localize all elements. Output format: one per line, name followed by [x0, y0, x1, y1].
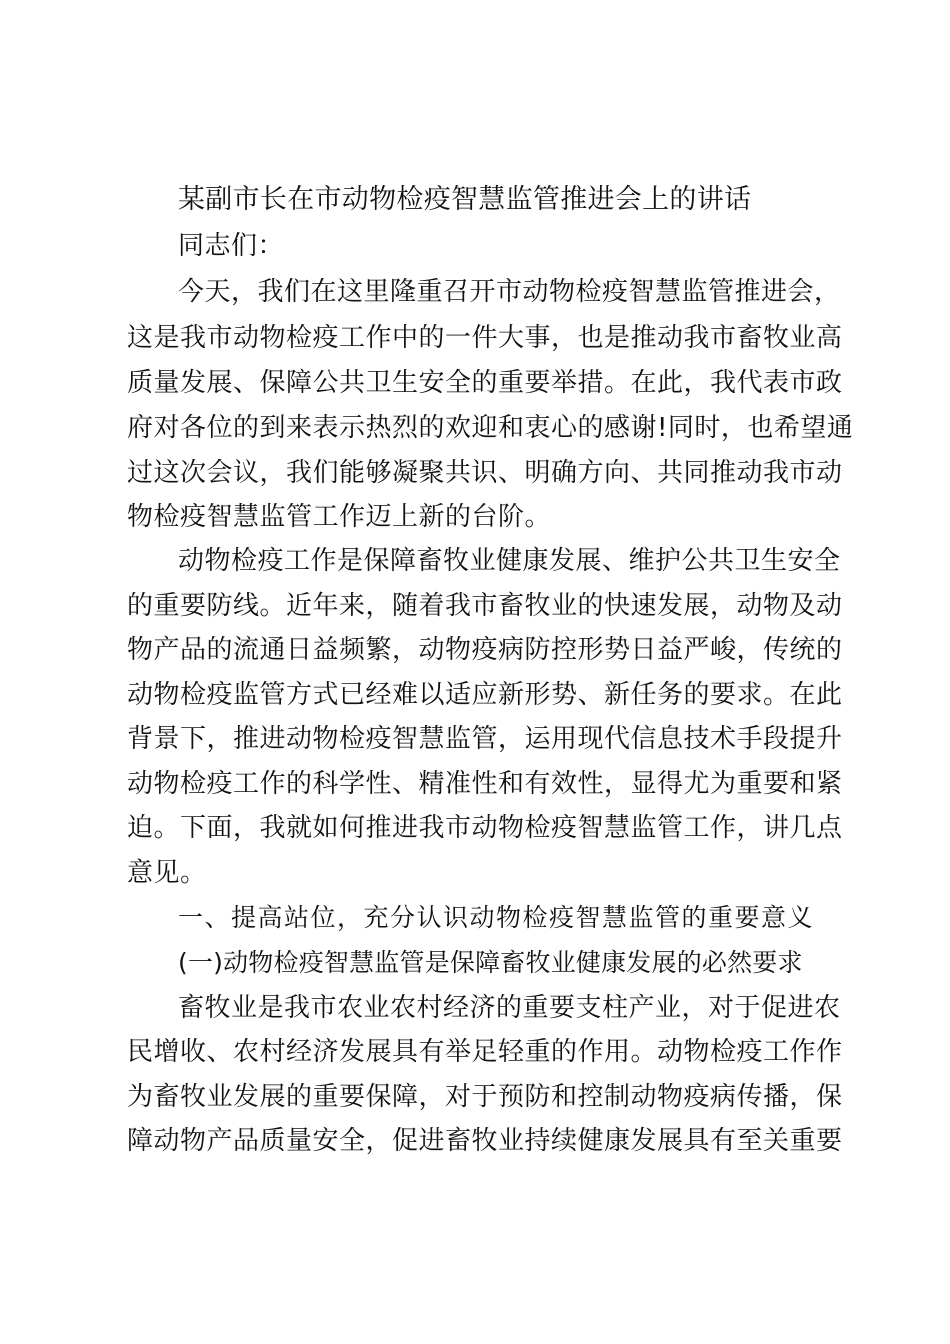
paragraph-line: 府对各位的到来表示热烈的欢迎和衷心的感谢!同时，也希望通 — [127, 413, 854, 443]
paragraph-line: 畜牧业是我市农业农村经济的重要支柱产业，对于促进农 — [178, 993, 841, 1023]
section-heading: 一、提高站位，充分认识动物检疫智慧监管的重要意义 — [178, 903, 815, 932]
paragraph-line: 民增收、农村经济发展具有举足轻重的作用。动物检疫工作作 — [127, 1037, 843, 1067]
salutation: 同志们： — [178, 231, 285, 261]
paragraph-line: 动物检疫工作的科学性、精准性和有效性，显得尤为重要和紧 — [127, 769, 843, 799]
subsection-heading: (一)动物检疫智慧监管是保障畜牧业健康发展的必然要求 — [178, 948, 803, 977]
paragraph-line: 背景下，推进动物检疫智慧监管，运用现代信息技术手段提升 — [127, 724, 843, 754]
paragraph-line: 的重要防线。近年来，随着我市畜牧业的快速发展，动物及动 — [127, 591, 843, 621]
paragraph-line: 今天，我们在这里隆重召开市动物检疫智慧监管推进会， — [178, 277, 841, 307]
paragraph-line: 物产品的流通日益频繁，动物疫病防控形势日益严峻，传统的 — [127, 635, 843, 665]
document-title: 某副市长在市动物检疫智慧监管推进会上的讲话 — [178, 184, 752, 215]
paragraph-line: 动物检疫监管方式已经难以适应新形势、新任务的要求。在此 — [127, 680, 843, 710]
paragraph-line: 这是我市动物检疫工作中的一件大事，也是推动我市畜牧业高 — [127, 323, 843, 353]
paragraph-line: 为畜牧业发展的重要保障，对于预防和控制动物疫病传播，保 — [127, 1082, 843, 1112]
paragraph-line: 物检疫智慧监管工作迈上新的台阶。 — [127, 502, 552, 532]
paragraph-line: 质量发展、保障公共卫生安全的重要举措。在此，我代表市政 — [127, 368, 843, 398]
paragraph-line: 意见。 — [127, 858, 207, 888]
paragraph-line: 障动物产品质量安全，促进畜牧业持续健康发展具有至关重要 — [127, 1126, 843, 1156]
paragraph-line: 迫。下面，我就如何推进我市动物检疫智慧监管工作，讲几点 — [127, 813, 843, 843]
paragraph-line: 动物检疫工作是保障畜牧业健康发展、维护公共卫生安全 — [178, 546, 841, 576]
paragraph-line: 过这次会议，我们能够凝聚共识、明确方向、共同推动我市动 — [127, 458, 843, 488]
